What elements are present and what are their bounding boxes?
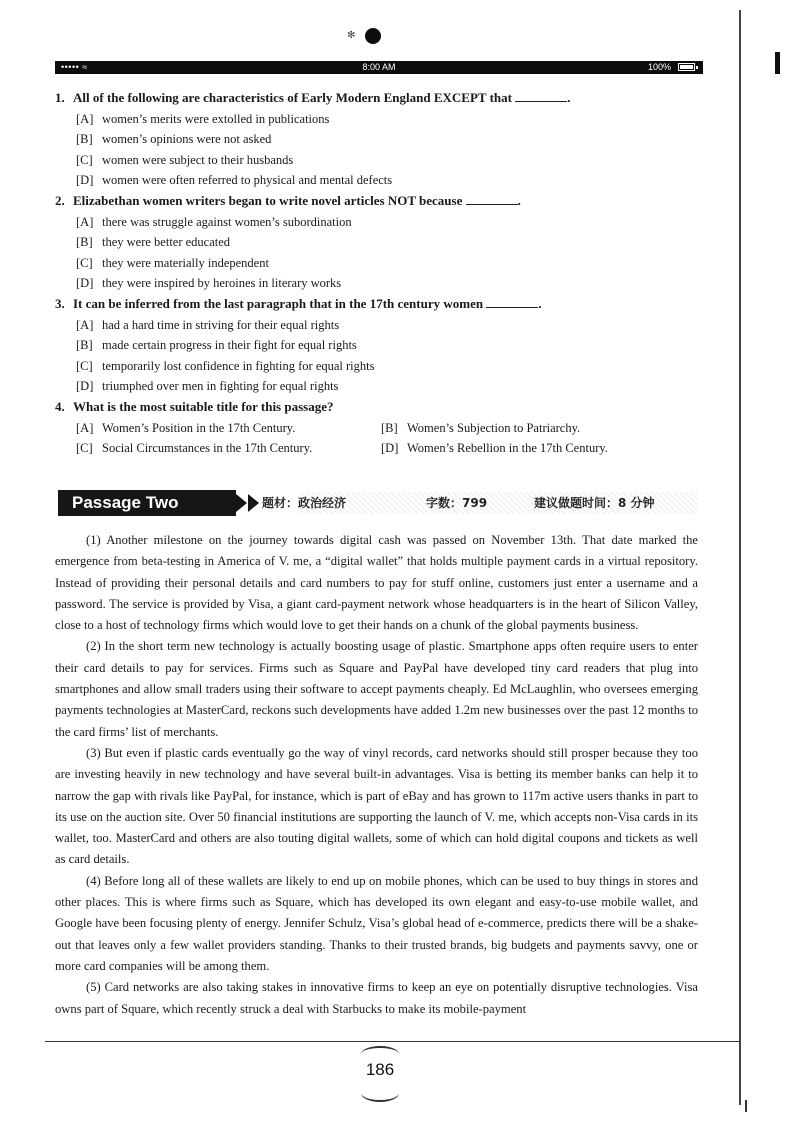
option-3b[interactable]: [B] made certain progress in their fight for equal rights bbox=[76, 338, 357, 353]
battery-icon bbox=[678, 63, 695, 71]
option-2c[interactable]: [C] they were materially independent bbox=[76, 255, 269, 270]
option-1b[interactable]: [B] women’s opinions were not asked bbox=[76, 132, 272, 147]
option-1c[interactable]: [C] women were subject to their husbands bbox=[76, 152, 294, 167]
passage-word-count: 字数：799 bbox=[426, 496, 488, 510]
arrow-icon bbox=[248, 494, 259, 512]
paragraph-1: (1) Another milestone on the journey towards digital cash was passed on November 13th. That date marked the emergence from beta-testing in America of V. me, a “digital wallet” that holds multiple payment cards in a virtual repository. Instead of providing their personal details and card numbers to pay for stuff online, customers just enter a username and a password. The service is provided by Visa, a giant card-payment network whose headquarters is in the heart of Silicon Valley, close to a host of technology firms which would love to get their hands on a chunk of the global payments business. bbox=[55, 533, 698, 633]
question-3: 3. It can be inferred from the last paragraph that in the 17th century women . bbox=[55, 294, 705, 315]
arrow-icon bbox=[236, 494, 247, 512]
signal-icon: ••••• ≈ bbox=[61, 62, 88, 72]
option-row bbox=[55, 418, 705, 439]
question-text: What is the most suitable title for this passage? bbox=[73, 398, 334, 414]
option-4d[interactable]: [D] Women’s Rebellion in the 17th Century. bbox=[381, 441, 608, 456]
answer-blank bbox=[466, 193, 518, 205]
passage-topic: 题材：政治经济 bbox=[262, 496, 347, 510]
option-3a[interactable]: [A] had a hard time in striving for their equal rights bbox=[76, 317, 340, 332]
question-number: 2. bbox=[55, 192, 65, 208]
status-bar bbox=[55, 61, 703, 74]
option-2d[interactable]: [D] they were inspired by heroines in literary works bbox=[76, 276, 342, 291]
answer-blank bbox=[515, 90, 567, 102]
paragraph-2: (2) In the short term new technology is actually boosting usage of plastic. Smartphone apps often require users to enter their card details to pay for services. Firms such as Square and PayPal have developed tiny card readers that plug into smartphones and allow small traders using their software to accept payments cheaply. Ed McLaughlin, who oversees emerging payments technologies at MasterCard, reckons such developments have added 1.2m new businesses over the past 12 months to the card firms’ list of merchants. bbox=[55, 639, 698, 739]
page-number: 186 bbox=[365, 1060, 395, 1079]
option-4a[interactable]: [A] Women’s Position in the 17th Century. bbox=[76, 420, 296, 435]
option-1a[interactable]: [A] women’s merits were extolled in publications bbox=[76, 111, 330, 126]
question-text: It can be inferred from the last paragraph that in the 17th century women bbox=[73, 295, 484, 311]
paragraph-5: (5) Card networks are also taking stakes in innovative firms to keep an eye on potentially disruptive technologies. Visa owns part of Square, which recently struck a deal with Starbucks to make its mobile-payment bbox=[55, 980, 698, 1016]
question-2: 2. Elizabethan women writers began to write novel articles NOT because . bbox=[55, 191, 705, 212]
option-row bbox=[55, 438, 705, 459]
paragraph-3: (3) But even if plastic cards eventually go the way of vinyl records, card networks should still prosper because they too are investing heavily in new technology and have several built-in advantages. Visa is betting its member banks can help it to narrow the gap with rivals like PayPal, for instance, which is part of eBay and has grown to 117m active users thanks in part to its use on the auction site. Over 50 financial institutions are supporting the launch of V. me, which accepts non-Visa cards in its wallet, too. MasterCard and others are also touting digital wallets, some of which can hold digital coupons and tickets as well as card details. bbox=[55, 745, 698, 867]
passage-title: Passage Two bbox=[58, 490, 236, 516]
passage-header bbox=[58, 490, 698, 516]
question-number: 1. bbox=[55, 90, 65, 105]
page-edge-rule bbox=[739, 10, 741, 1105]
question-1: 1. All of the following are characteristics of Early Modern England EXCEPT that . bbox=[55, 88, 705, 109]
option-4c[interactable]: [C] Social Circumstances in the 17th Century. bbox=[76, 441, 313, 456]
question-text: All of the following are characteristics of Early Modern England EXCEPT that bbox=[73, 90, 512, 105]
option-3c[interactable]: [C] temporarily lost confidence in fighting for equal rights bbox=[76, 358, 375, 373]
paragraph-4: (4) Before long all of these wallets are likely to end up on mobile phones, which can be used to buy things in stores and other places. This is where firms such as Square, which has developed its own elegant and easy-to-use mobile wallet, and Google have been focusing plenty of energy. Jennifer Schulz, Visa’s global head of e-commerce, predicts there will be a shake-out that leaves only a few wallet providers standing. Thanks to their trusted brands, big budgets and payments savvy, one or more card companies will be among them. bbox=[55, 873, 698, 973]
option-2b[interactable]: [B] they were better educated bbox=[76, 235, 231, 250]
option-4b[interactable]: [B] Women’s Subjection to Patriarchy. bbox=[381, 420, 581, 435]
status-time: 8:00 AM bbox=[362, 62, 396, 72]
passage-suggested-time: 建议做题时间：8 分钟 bbox=[534, 496, 655, 510]
option-3d[interactable]: [D] triumphed over men in fighting for equal rights bbox=[76, 379, 339, 394]
footer-rule bbox=[45, 1041, 740, 1042]
passage-body bbox=[55, 530, 698, 1020]
question-number: 3. bbox=[55, 295, 65, 311]
question-number: 4. bbox=[55, 398, 65, 414]
battery-percent: 100% bbox=[647, 62, 671, 72]
dot-icon bbox=[365, 28, 381, 44]
page-number-badge bbox=[355, 1046, 405, 1102]
option-1d[interactable]: [D] women were often referred to physical and mental defects bbox=[76, 173, 393, 188]
answer-blank bbox=[486, 296, 538, 308]
page-edge-tick bbox=[745, 1100, 747, 1112]
question-list bbox=[55, 88, 705, 459]
asterisk-icon: ✻ bbox=[347, 30, 356, 41]
question-text: Elizabethan women writers began to write novel articles NOT because bbox=[73, 192, 463, 208]
question-4 bbox=[55, 397, 705, 418]
option-2a[interactable]: [A] there was struggle against women’s subordination bbox=[76, 214, 352, 229]
page-edge-marker bbox=[775, 52, 780, 74]
